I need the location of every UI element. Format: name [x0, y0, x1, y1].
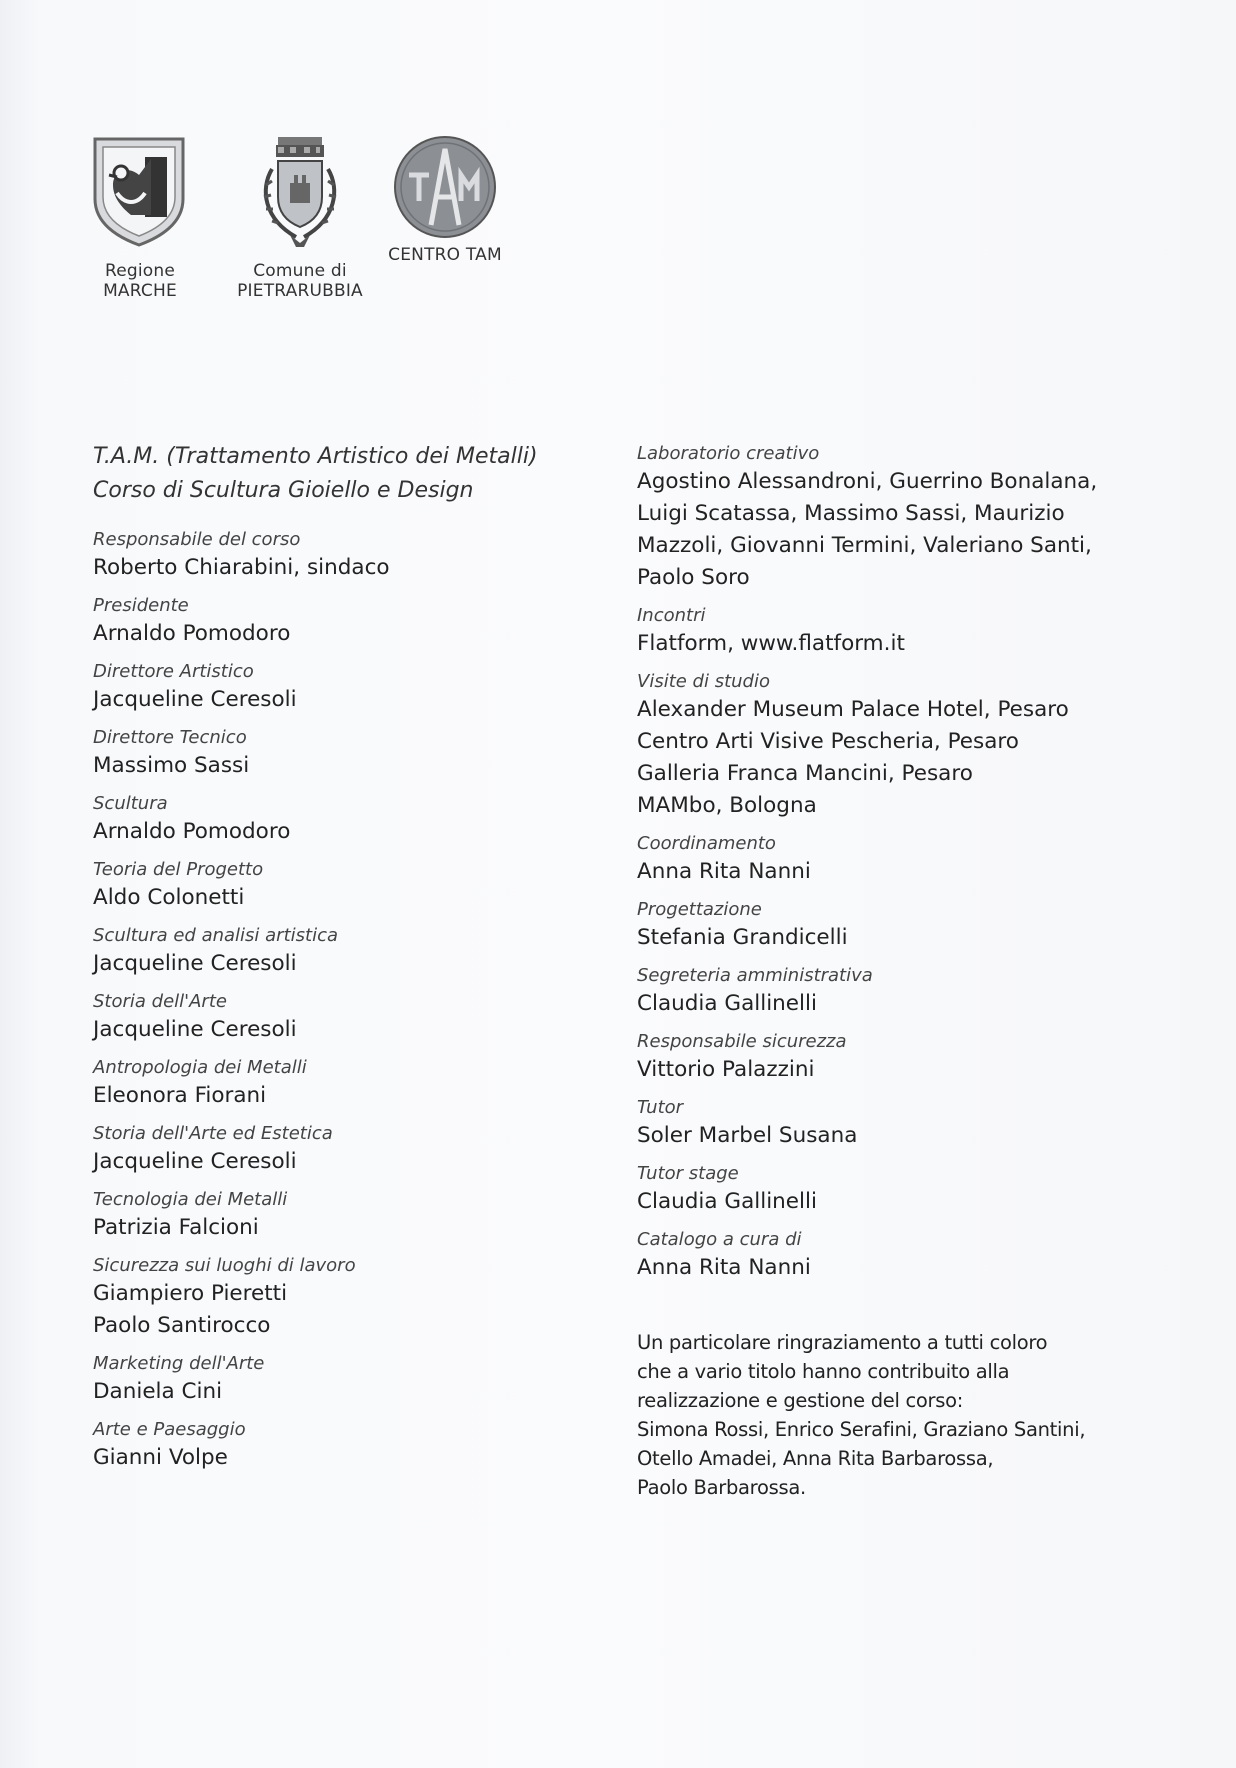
credit-name-line: Daniela Cini: [93, 1379, 223, 1404]
regione-caption-line2: MARCHE: [103, 281, 177, 301]
credit-entry: [637, 604, 1197, 660]
credit-name-line: Galleria Franca Mancini, Pesaro: [637, 761, 973, 786]
credit-role: Laboratorio creativo: [637, 443, 820, 464]
credit-names: [637, 1054, 1197, 1086]
credit-entry: [637, 1228, 1197, 1284]
credit-names: [637, 856, 1197, 888]
credit-role: Incontri: [637, 605, 706, 626]
acknowledgements: [637, 1328, 1197, 1502]
acknowledgement-line: Otello Amadei, Anna Rita Barbarossa,: [637, 1447, 994, 1470]
credit-name-line: Centro Arti Visive Pescheria, Pesaro: [637, 729, 1019, 754]
credit-role: Scultura: [93, 793, 168, 814]
credit-names: [93, 1442, 613, 1474]
credit-role: Direttore Tecnico: [93, 727, 247, 748]
credit-name-line: Arnaldo Pomodoro: [93, 621, 291, 646]
regione-caption-line1: Regione: [104, 261, 176, 281]
credit-name-line: Aldo Colonetti: [93, 885, 245, 910]
regione-marche-emblem-icon: [91, 135, 187, 247]
course-title-line2: Corso di Scultura Gioiello e Design: [93, 478, 474, 503]
credit-names: [637, 628, 1197, 660]
credit-names: [93, 1376, 613, 1408]
credit-name-line: Agostino Alessandroni, Guerrino Bonalana,: [637, 469, 1098, 494]
credit-entry: [93, 1254, 613, 1342]
credit-name-line: Jacqueline Ceresoli: [93, 1017, 297, 1042]
credit-role: Sicurezza sui luoghi di lavoro: [93, 1255, 356, 1276]
credit-name-line: Giampiero Pieretti: [93, 1281, 288, 1306]
credit-role: Teoria del Progetto: [93, 859, 264, 880]
credit-names: [93, 1014, 613, 1046]
credit-entry: [93, 924, 613, 980]
credit-name-line: Luigi Scatassa, Massimo Sassi, Maurizio: [637, 501, 1065, 526]
credit-names: [93, 882, 613, 914]
credit-role: Progettazione: [637, 899, 762, 920]
credit-name-line: Anna Rita Nanni: [637, 859, 811, 884]
credit-role: Arte e Paesaggio: [93, 1419, 246, 1440]
credit-name-line: Claudia Gallinelli: [637, 991, 817, 1016]
credit-name-line: Paolo Santirocco: [93, 1313, 271, 1338]
credit-role: Coordinamento: [637, 833, 776, 854]
credit-name-line: Mazzoli, Giovanni Termini, Valeriano Santi,: [637, 533, 1092, 558]
credit-name-line: Arnaldo Pomodoro: [93, 819, 291, 844]
acknowledgement-line: Un particolare ringraziamento a tutti coloro: [637, 1331, 1048, 1354]
credit-names: [93, 1080, 613, 1112]
acknowledgement-line: realizzazione e gestione del corso:: [637, 1389, 964, 1412]
credit-name-line: Anna Rita Nanni: [637, 1255, 811, 1280]
credit-entry: [637, 670, 1197, 822]
credit-entry: [93, 594, 613, 650]
credit-names: [93, 1278, 613, 1342]
credit-role: Responsabile sicurezza: [637, 1031, 847, 1052]
acknowledgement-line: Simona Rossi, Enrico Serafini, Graziano Santini,: [637, 1418, 1086, 1441]
credit-role: Tecnologia dei Metalli: [93, 1189, 288, 1210]
centro-tam-logo: [385, 135, 505, 265]
credit-names: [93, 1146, 613, 1178]
credit-name-line: Jacqueline Ceresoli: [93, 951, 297, 976]
credit-name-line: Paolo Soro: [637, 565, 750, 590]
credit-entry: [93, 726, 613, 782]
credit-entry: [93, 1188, 613, 1244]
credit-role: Storia dell'Arte ed Estetica: [93, 1123, 333, 1144]
comune-coat-of-arms-icon: [250, 135, 350, 253]
credit-entry: [93, 858, 613, 914]
credit-entry: [93, 1122, 613, 1178]
credit-role: Scultura ed analisi artistica: [93, 925, 338, 946]
credit-name-line: Flatform, www.flatform.it: [637, 631, 905, 656]
credit-names: [637, 1186, 1197, 1218]
regione-marche-logo: [90, 135, 190, 301]
credit-entry: [637, 1096, 1197, 1152]
credit-names: [93, 1212, 613, 1244]
credit-name-line: Eleonora Fiorani: [93, 1083, 267, 1108]
comune-pietrarubbia-logo: [235, 135, 365, 301]
credit-entry: [93, 1352, 613, 1408]
credit-entry: [93, 1418, 613, 1474]
acknowledgement-line: che a vario titolo hanno contribuito alla: [637, 1360, 1010, 1383]
credit-name-line: Massimo Sassi: [93, 753, 250, 778]
credit-name-line: Alexander Museum Palace Hotel, Pesaro: [637, 697, 1069, 722]
acknowledgement-line: Paolo Barbarossa.: [637, 1476, 806, 1499]
credit-entry: [637, 832, 1197, 888]
credit-names: [93, 948, 613, 980]
credit-name-line: Stefania Grandicelli: [637, 925, 848, 950]
credit-entry: [93, 660, 613, 716]
credit-role: Marketing dell'Arte: [93, 1353, 265, 1374]
tam-medallion-icon: [393, 135, 497, 239]
credit-entry: [637, 898, 1197, 954]
credit-role: Direttore Artistico: [93, 661, 254, 682]
credit-role: Tutor: [637, 1097, 684, 1118]
credit-name-line: Soler Marbel Susana: [637, 1123, 858, 1148]
credit-names: [637, 694, 1197, 822]
credit-role: Responsabile del corso: [93, 529, 301, 550]
credit-names: [637, 922, 1197, 954]
credit-names: [637, 466, 1197, 594]
comune-caption-line1: Comune di: [253, 261, 347, 281]
credit-entry: [93, 1056, 613, 1112]
credit-names: [637, 1252, 1197, 1284]
credit-entry: [637, 1030, 1197, 1086]
credit-entry: [637, 442, 1197, 594]
credit-name-line: Roberto Chiarabini, sindaco: [93, 555, 390, 580]
credit-name-line: Vittorio Palazzini: [637, 1057, 815, 1082]
credit-name-line: Patrizia Falcioni: [93, 1215, 259, 1240]
credit-role: Segreteria amministrativa: [637, 965, 873, 986]
credit-name-line: Claudia Gallinelli: [637, 1189, 817, 1214]
credits-right-column: [637, 442, 1197, 1502]
logo-row: [90, 135, 530, 305]
credit-names: [93, 618, 613, 650]
course-title: [93, 440, 613, 508]
right-credits-list: [637, 442, 1197, 1284]
credit-role: Tutor stage: [637, 1163, 739, 1184]
credit-names: [93, 750, 613, 782]
comune-caption-line2: PIETRARUBBIA: [237, 281, 363, 301]
credit-role: Storia dell'Arte: [93, 991, 227, 1012]
credit-entry: [637, 1162, 1197, 1218]
credit-role: Visite di studio: [637, 671, 770, 692]
credit-name-line: MAMbo, Bologna: [637, 793, 817, 818]
credit-names: [93, 816, 613, 848]
credit-role: Catalogo a cura di: [637, 1229, 802, 1250]
tam-caption: CENTRO TAM: [388, 245, 502, 265]
credit-names: [93, 552, 613, 584]
credit-name-line: Jacqueline Ceresoli: [93, 687, 297, 712]
credit-entry: [93, 792, 613, 848]
left-credits-list: [93, 528, 613, 1474]
credit-names: [93, 684, 613, 716]
credit-entry: [93, 990, 613, 1046]
credit-names: [637, 988, 1197, 1020]
credit-names: [637, 1120, 1197, 1152]
credit-entry: [93, 528, 613, 584]
credit-entry: [637, 964, 1197, 1020]
course-title-line1: T.A.M. (Trattamento Artistico dei Metalli): [93, 444, 538, 469]
credit-role: Antropologia dei Metalli: [93, 1057, 307, 1078]
credit-name-line: Jacqueline Ceresoli: [93, 1149, 297, 1174]
credits-left-column: [93, 440, 613, 1484]
credit-role: Presidente: [93, 595, 189, 616]
credit-name-line: Gianni Volpe: [93, 1445, 228, 1470]
